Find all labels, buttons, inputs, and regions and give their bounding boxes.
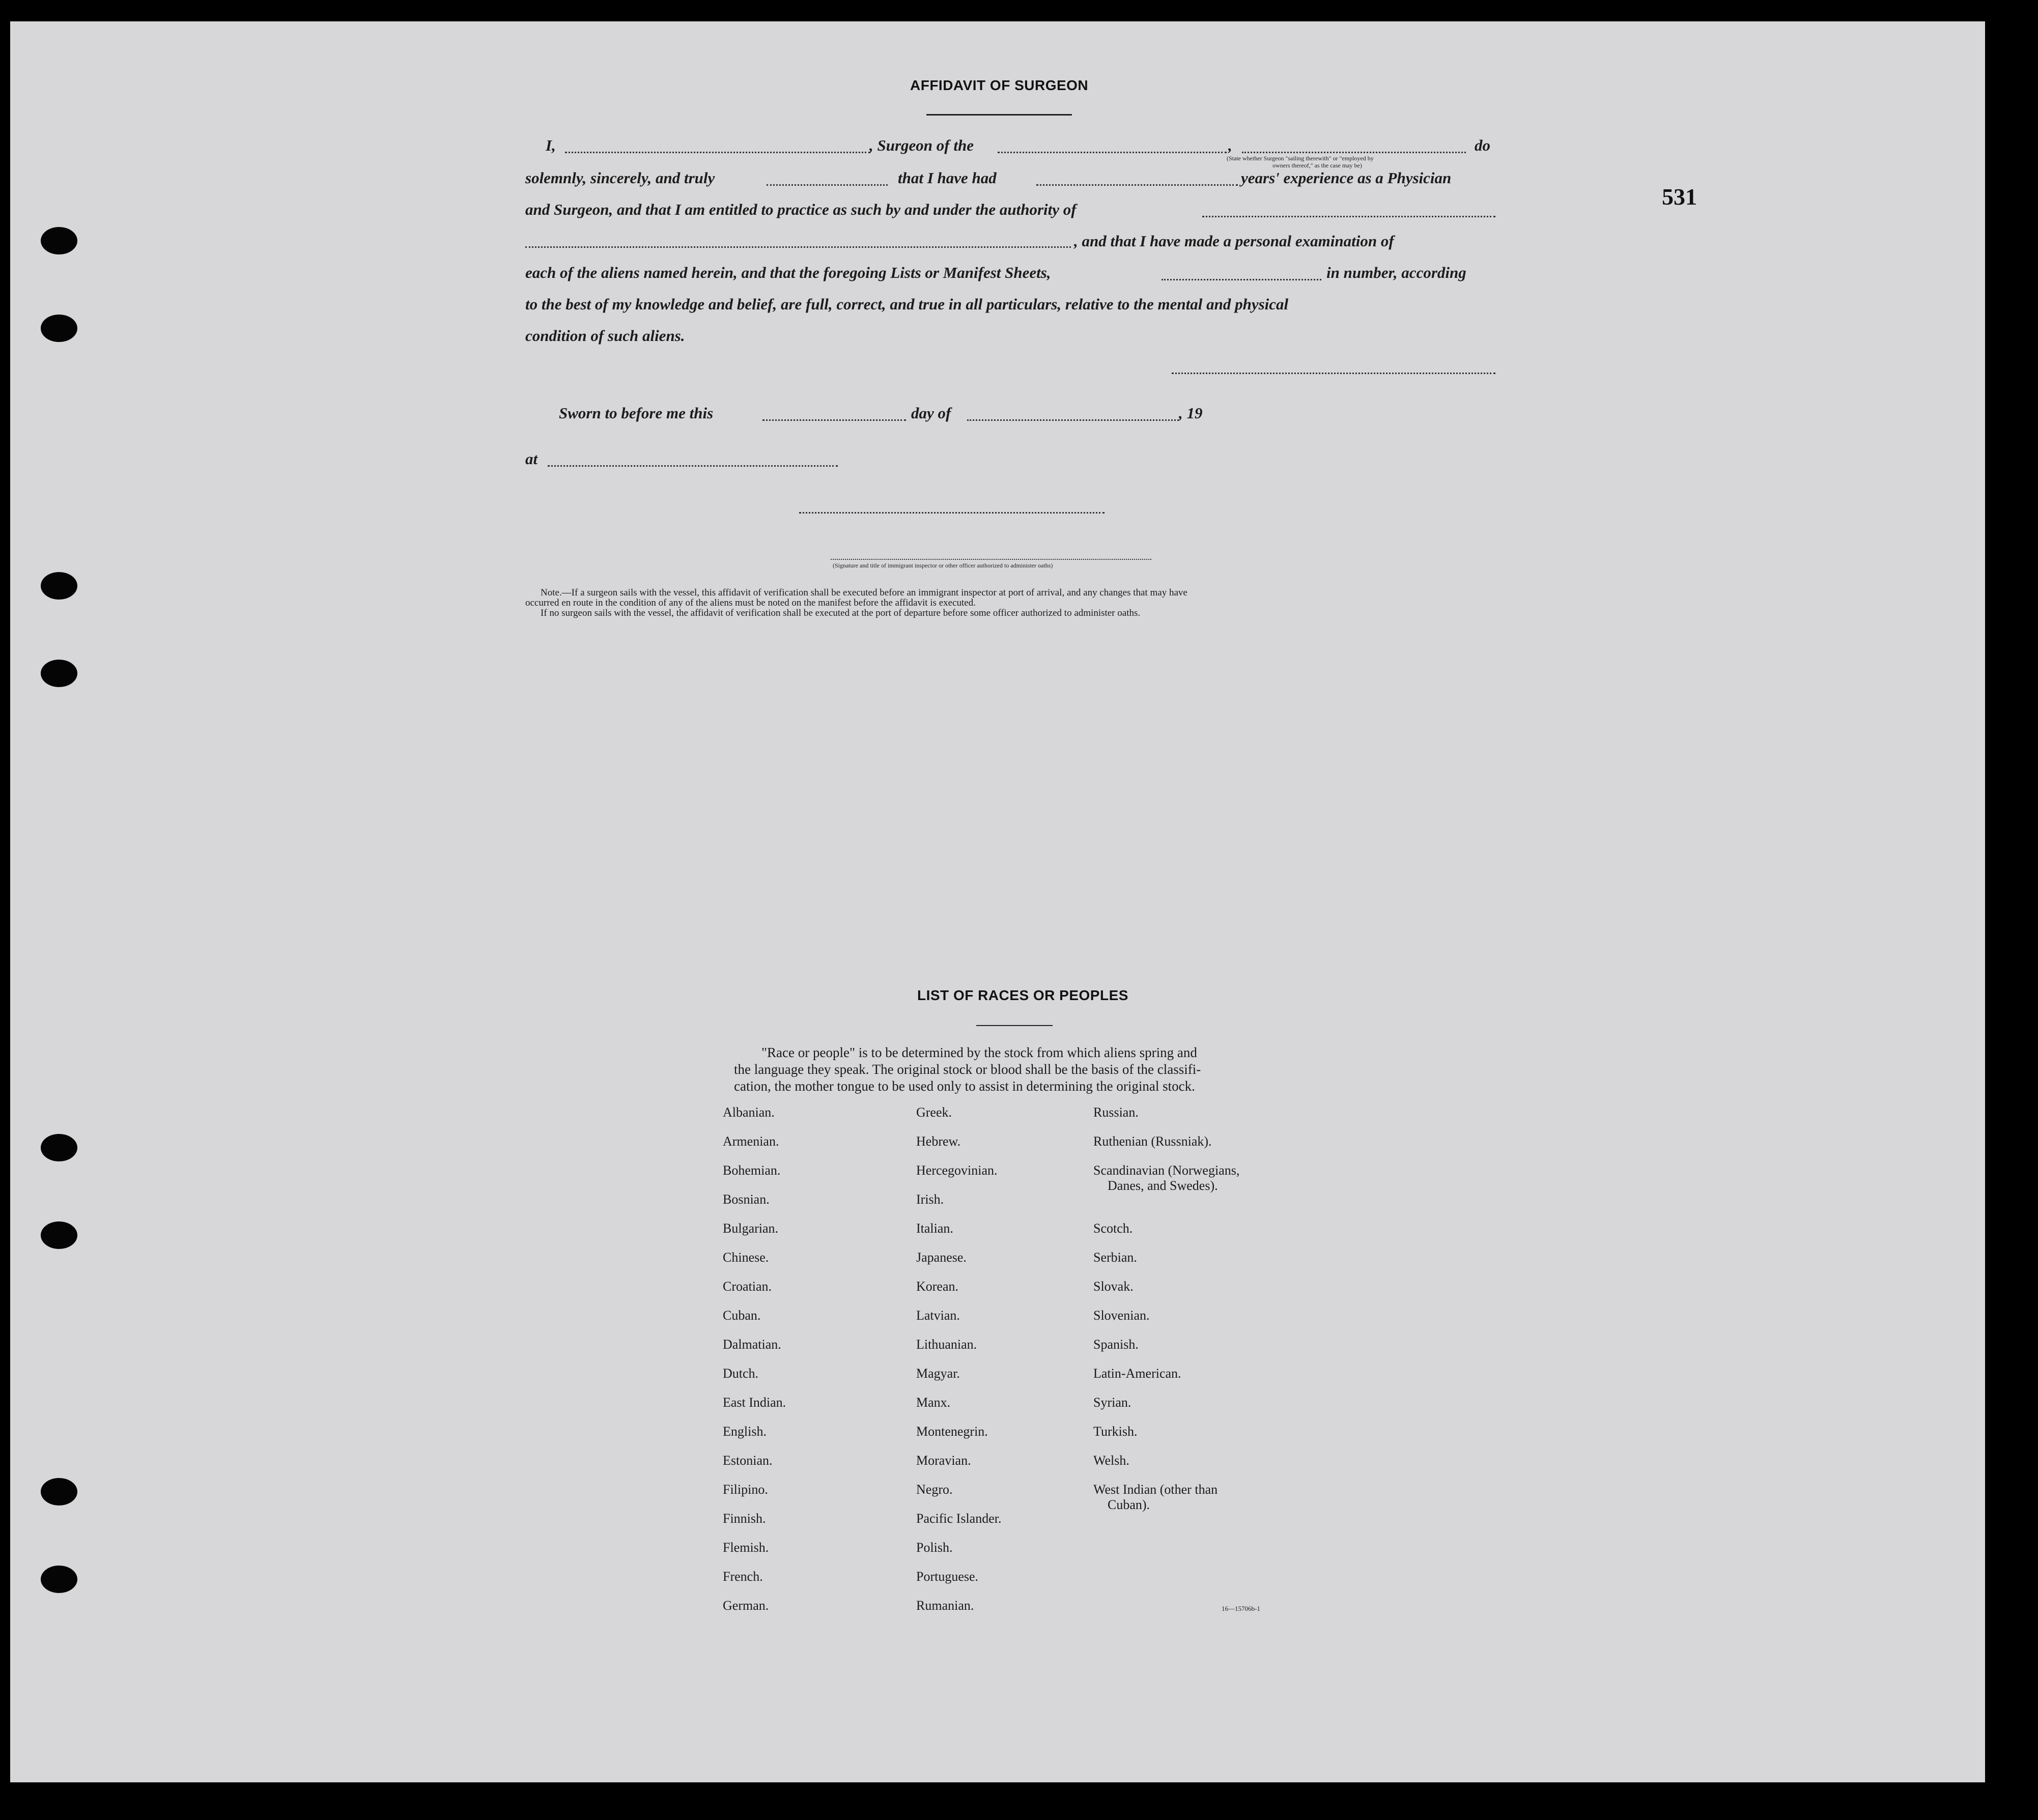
affidavit-line1-start: I, bbox=[546, 136, 556, 154]
race-item: Filipino. bbox=[723, 1482, 768, 1497]
race-item: Greek. bbox=[916, 1105, 952, 1120]
page-number: 531 bbox=[1662, 184, 1697, 210]
affidavit-line3: and Surgeon, and that I am entitled to practice as such by and under the authority of bbox=[525, 201, 1077, 218]
race-item: Albanian. bbox=[723, 1105, 775, 1120]
race-item: Hercegovinian. bbox=[916, 1163, 998, 1178]
race-item: East Indian. bbox=[723, 1395, 786, 1410]
surgeon-status-field[interactable] bbox=[1242, 152, 1466, 153]
races-title: LIST OF RACES OR PEOPLES bbox=[917, 987, 1128, 1003]
race-item: Latin-American. bbox=[1093, 1366, 1181, 1381]
race-item: West Indian (other than bbox=[1093, 1482, 1218, 1497]
affidavit-line1-mid: , Surgeon of the bbox=[869, 136, 974, 154]
race-item: Hebrew. bbox=[916, 1134, 961, 1149]
races-title-underline bbox=[976, 1025, 1053, 1026]
race-item: Pacific Islander. bbox=[916, 1511, 1002, 1526]
race-item: Manx. bbox=[916, 1395, 951, 1410]
race-item: Croatian. bbox=[723, 1279, 772, 1294]
affidavit-line2-start: solemnly, sincerely, and truly bbox=[525, 169, 715, 187]
punch-hole bbox=[41, 572, 77, 600]
race-item: Ruthenian (Russniak). bbox=[1093, 1134, 1212, 1149]
oath-type-field[interactable] bbox=[767, 184, 888, 186]
title-underline bbox=[926, 114, 1072, 116]
race-item: Turkish. bbox=[1093, 1424, 1138, 1439]
sworn-mid: day of bbox=[911, 404, 951, 422]
authority-field[interactable] bbox=[1202, 216, 1495, 217]
race-item: Bosnian. bbox=[723, 1192, 770, 1207]
years-experience-field[interactable] bbox=[1036, 184, 1238, 186]
race-item-continued: Cuban). bbox=[1108, 1497, 1150, 1512]
race-item: Bohemian. bbox=[723, 1163, 781, 1178]
affidavit-line7: condition of such aliens. bbox=[525, 327, 685, 345]
race-item: Italian. bbox=[916, 1221, 953, 1236]
race-item: Rumanian. bbox=[916, 1598, 974, 1613]
race-item: Dutch. bbox=[723, 1366, 759, 1381]
note-line-1a: Note.—If a surgeon sails with the vessel, this affidavit of verification shall be executed before an immigrant inspector at port of arrival, and any changes that may have bbox=[541, 587, 1187, 598]
race-item: Bulgarian. bbox=[723, 1221, 779, 1236]
race-item: German. bbox=[723, 1598, 769, 1613]
race-item: Moravian. bbox=[916, 1453, 971, 1468]
race-item: Scotch. bbox=[1093, 1221, 1133, 1236]
form-page bbox=[10, 21, 1985, 1782]
surgeon-signature-field[interactable] bbox=[1172, 373, 1495, 374]
signature-caption: (Signature and title of immigrant inspector or other officer authorized to administer oaths) bbox=[833, 562, 1053, 569]
race-item: Lithuanian. bbox=[916, 1337, 977, 1352]
race-item: Scandinavian (Norwegians, bbox=[1093, 1163, 1240, 1178]
race-item: Magyar. bbox=[916, 1366, 960, 1381]
race-item: Flemish. bbox=[723, 1540, 769, 1555]
affidavit-line1-end: do bbox=[1475, 136, 1490, 154]
authority-field-continued[interactable] bbox=[525, 246, 1071, 248]
inspector-signature-field[interactable] bbox=[799, 512, 1105, 514]
race-item: Welsh. bbox=[1093, 1453, 1129, 1468]
surgeon-status-note-b: owners thereof," as the case may be) bbox=[1272, 162, 1362, 169]
race-item: Chinese. bbox=[723, 1250, 769, 1265]
race-item: Negro. bbox=[916, 1482, 953, 1497]
race-item-continued: Danes, and Swedes). bbox=[1108, 1178, 1218, 1193]
race-item: Russian. bbox=[1093, 1105, 1139, 1120]
at-label: at bbox=[525, 450, 538, 468]
note-line-2: If no surgeon sails with the vessel, the affidavit of verification shall be executed at the port of departure before some officer authorized to administer oaths. bbox=[541, 608, 1141, 618]
sworn-end: , 19 bbox=[1179, 404, 1203, 422]
inspector-title-field[interactable] bbox=[831, 559, 1151, 560]
sworn-place-field[interactable] bbox=[548, 465, 838, 467]
affidavit-line6: to the best of my knowledge and belief, are full, correct, and true in all particulars, relative to the mental and physical bbox=[525, 295, 1289, 313]
race-item: Korean. bbox=[916, 1279, 959, 1294]
surgeon-name-field[interactable] bbox=[565, 152, 870, 153]
affidavit-line1-comma: , bbox=[1228, 136, 1232, 154]
race-item: Montenegrin. bbox=[916, 1424, 988, 1439]
affidavit-line5-end: in number, according bbox=[1326, 264, 1466, 281]
race-item: Cuban. bbox=[723, 1308, 761, 1323]
affidavit-line2-mid: that I have had bbox=[898, 169, 997, 187]
sworn-month-field[interactable] bbox=[967, 419, 1179, 421]
race-item: Irish. bbox=[916, 1192, 944, 1207]
race-item: English. bbox=[723, 1424, 767, 1439]
races-intro-3: cation, the mother tongue to be used only to assist in determining the original stock. bbox=[734, 1078, 1195, 1094]
races-intro-1: "Race or people" is to be determined by the stock from which aliens spring and bbox=[761, 1045, 1197, 1060]
race-item: French. bbox=[723, 1569, 763, 1584]
affidavit-line4: , and that I have made a personal examination of bbox=[1074, 232, 1394, 250]
punch-hole bbox=[41, 1478, 77, 1505]
race-item: Serbian. bbox=[1093, 1250, 1137, 1265]
race-item: Syrian. bbox=[1093, 1395, 1131, 1410]
punch-hole bbox=[41, 315, 77, 342]
punch-hole bbox=[41, 1134, 77, 1161]
race-item: Armenian. bbox=[723, 1134, 779, 1149]
vessel-name-field[interactable] bbox=[998, 152, 1227, 153]
races-intro-2: the language they speak. The original stock or blood shall be the basis of the classifi- bbox=[734, 1062, 1201, 1077]
sworn-day-field[interactable] bbox=[762, 419, 906, 421]
affidavit-line5-start: each of the aliens named herein, and that the foregoing Lists or Manifest Sheets, bbox=[525, 264, 1051, 281]
sworn-start: Sworn to before me this bbox=[559, 404, 714, 422]
race-item: Slovak. bbox=[1093, 1279, 1134, 1294]
race-item: Estonian. bbox=[723, 1453, 773, 1468]
punch-hole bbox=[41, 1221, 77, 1249]
race-item: Japanese. bbox=[916, 1250, 967, 1265]
sheet-count-field[interactable] bbox=[1162, 279, 1321, 280]
affidavit-title: AFFIDAVIT OF SURGEON bbox=[910, 77, 1089, 93]
race-item: Latvian. bbox=[916, 1308, 960, 1323]
race-item: Dalmatian. bbox=[723, 1337, 781, 1352]
race-item: Polish. bbox=[916, 1540, 953, 1555]
form-code: 16—15706b-1 bbox=[1222, 1605, 1260, 1612]
punch-hole bbox=[41, 660, 77, 687]
note-line-1b: occurred en route in the condition of any of the aliens must be noted on the manifest before the affidavit is executed. bbox=[525, 598, 976, 608]
race-item: Spanish. bbox=[1093, 1337, 1139, 1352]
race-item: Slovenian. bbox=[1093, 1308, 1150, 1323]
punch-hole bbox=[41, 227, 77, 254]
affidavit-line2-end: years' experience as a Physician bbox=[1241, 169, 1452, 187]
race-item: Portuguese. bbox=[916, 1569, 979, 1584]
punch-hole bbox=[41, 1566, 77, 1593]
race-item: Finnish. bbox=[723, 1511, 766, 1526]
surgeon-status-note-a: (State whether Surgeon "sailing therewith" or "employed by bbox=[1227, 155, 1374, 162]
